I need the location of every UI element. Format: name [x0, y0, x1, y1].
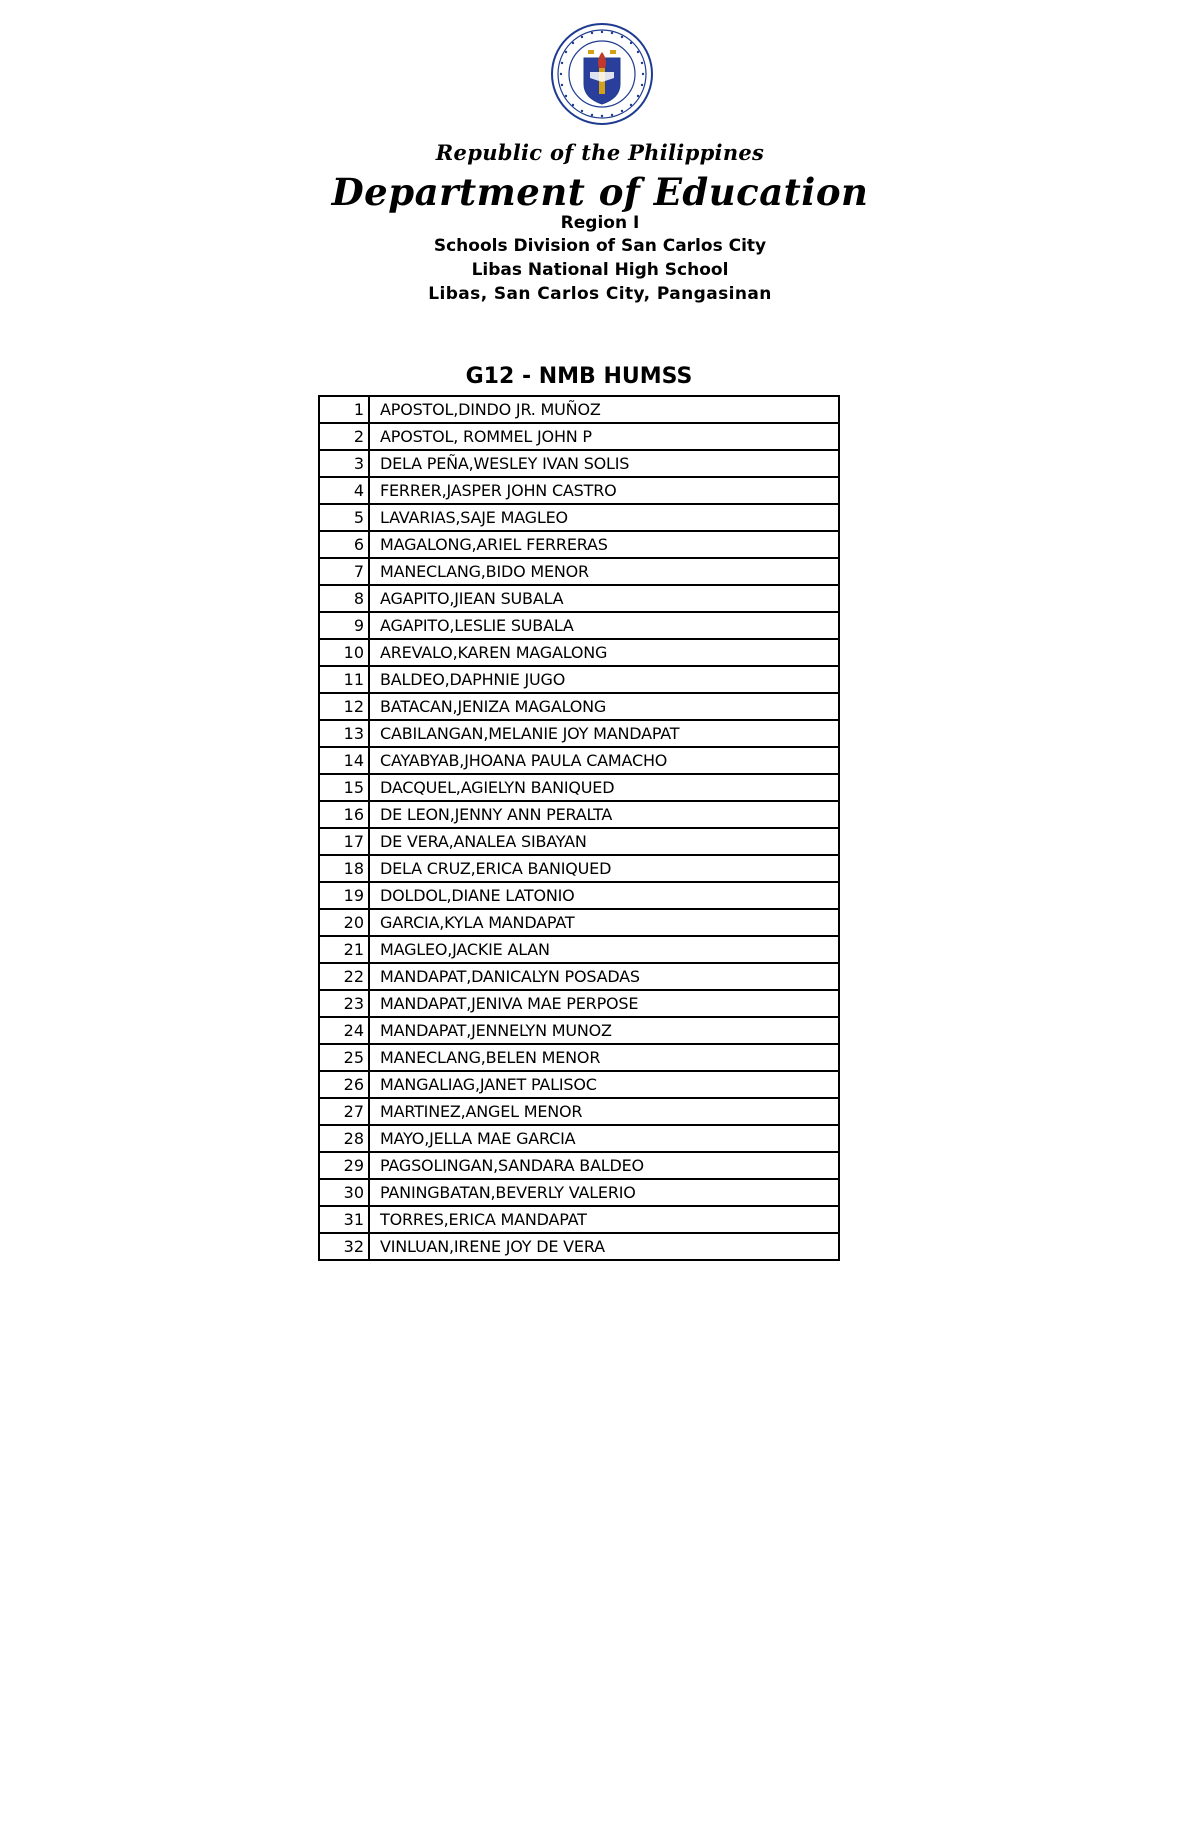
table-row [319, 558, 839, 585]
republic-heading: Republic of the Philippines [435, 140, 765, 165]
student-name: APOSTOL, ROMMEL JOHN P [369, 423, 839, 450]
table-row [319, 639, 839, 666]
row-number: 32 [319, 1233, 369, 1260]
row-number: 3 [319, 450, 369, 477]
row-number: 28 [319, 1125, 369, 1152]
table-row [319, 1125, 839, 1152]
student-name: BALDEO,DAPHNIE JUGO [369, 666, 839, 693]
table-row [319, 1179, 839, 1206]
row-number: 1 [319, 396, 369, 423]
student-name: MAGALONG,ARIEL FERRERAS [369, 531, 839, 558]
row-number: 25 [319, 1044, 369, 1071]
table-row [319, 1233, 839, 1260]
table-row [319, 585, 839, 612]
table-row [319, 612, 839, 639]
region-line: Region I [560, 213, 640, 233]
table-row [319, 882, 839, 909]
row-number: 5 [319, 504, 369, 531]
student-name: MANGALIAG,JANET PALISOC [369, 1071, 839, 1098]
table-row [319, 396, 839, 423]
table-row [319, 1152, 839, 1179]
row-number: 6 [319, 531, 369, 558]
row-number: 15 [319, 774, 369, 801]
student-name: BATACAN,JENIZA MAGALONG [369, 693, 839, 720]
table-row [319, 963, 839, 990]
table-row [319, 693, 839, 720]
row-number: 29 [319, 1152, 369, 1179]
student-name: FERRER,JASPER JOHN CASTRO [369, 477, 839, 504]
student-name: MANDAPAT,JENIVA MAE PERPOSE [369, 990, 839, 1017]
student-name: MAYO,JELLA MAE GARCIA [369, 1125, 839, 1152]
student-name: DACQUEL,AGIELYN BANIQUED [369, 774, 839, 801]
student-name: MANECLANG,BELEN MENOR [369, 1044, 839, 1071]
row-number: 31 [319, 1206, 369, 1233]
row-number: 26 [319, 1071, 369, 1098]
student-roster-table [318, 395, 840, 1261]
row-number: 20 [319, 909, 369, 936]
student-name: MANECLANG,BIDO MENOR [369, 558, 839, 585]
deped-seal-icon [550, 22, 654, 126]
section-title: G12 - NMB HUMSS [465, 364, 693, 389]
row-number: 22 [319, 963, 369, 990]
student-name: AGAPITO,LESLIE SUBALA [369, 612, 839, 639]
student-name: PAGSOLINGAN,SANDARA BALDEO [369, 1152, 839, 1179]
row-number: 24 [319, 1017, 369, 1044]
row-number: 17 [319, 828, 369, 855]
row-number: 19 [319, 882, 369, 909]
table-row [319, 990, 839, 1017]
table-row [319, 774, 839, 801]
table-row [319, 1071, 839, 1098]
table-row [319, 855, 839, 882]
student-name: CABILANGAN,MELANIE JOY MANDAPAT [369, 720, 839, 747]
row-number: 27 [319, 1098, 369, 1125]
table-row [319, 423, 839, 450]
row-number: 8 [319, 585, 369, 612]
student-name: DOLDOL,DIANE LATONIO [369, 882, 839, 909]
student-name: AGAPITO,JIEAN SUBALA [369, 585, 839, 612]
table-row [319, 1206, 839, 1233]
student-name: TORRES,ERICA MANDAPAT [369, 1206, 839, 1233]
student-name: CAYABYAB,JHOANA PAULA CAMACHO [369, 747, 839, 774]
table-row [319, 909, 839, 936]
student-name: MARTINEZ,ANGEL MENOR [369, 1098, 839, 1125]
table-row [319, 720, 839, 747]
table-row [319, 1044, 839, 1071]
row-number: 7 [319, 558, 369, 585]
table-row [319, 477, 839, 504]
student-name: DELA CRUZ,ERICA BANIQUED [369, 855, 839, 882]
row-number: 21 [319, 936, 369, 963]
student-name: MANDAPAT,DANICALYN POSADAS [369, 963, 839, 990]
student-name: VINLUAN,IRENE JOY DE VERA [369, 1233, 839, 1260]
row-number: 23 [319, 990, 369, 1017]
row-number: 30 [319, 1179, 369, 1206]
roster-body [319, 396, 839, 1260]
student-name: AREVALO,KAREN MAGALONG [369, 639, 839, 666]
school-address: Libas, San Carlos City, Pangasinan [428, 284, 772, 304]
table-row [319, 801, 839, 828]
row-number: 10 [319, 639, 369, 666]
student-name: APOSTOL,DINDO JR. MUÑOZ [369, 396, 839, 423]
table-row [319, 450, 839, 477]
row-number: 11 [319, 666, 369, 693]
student-name: DELA PEÑA,WESLEY IVAN SOLIS [369, 450, 839, 477]
row-number: 16 [319, 801, 369, 828]
student-name: MANDAPAT,JENNELYN MUNOZ [369, 1017, 839, 1044]
student-name: GARCIA,KYLA MANDAPAT [369, 909, 839, 936]
row-number: 12 [319, 693, 369, 720]
row-number: 14 [319, 747, 369, 774]
row-number: 2 [319, 423, 369, 450]
row-number: 4 [319, 477, 369, 504]
table-row [319, 1098, 839, 1125]
table-row [319, 1017, 839, 1044]
student-name: PANINGBATAN,BEVERLY VALERIO [369, 1179, 839, 1206]
table-row [319, 504, 839, 531]
school-name: Libas National High School [471, 260, 729, 280]
table-row [319, 531, 839, 558]
student-name: DE VERA,ANALEA SIBAYAN [369, 828, 839, 855]
row-number: 13 [319, 720, 369, 747]
student-name: MAGLEO,JACKIE ALAN [369, 936, 839, 963]
table-row [319, 828, 839, 855]
student-name: LAVARIAS,SAJE MAGLEO [369, 504, 839, 531]
table-row [319, 747, 839, 774]
table-row [319, 666, 839, 693]
division-line: Schools Division of San Carlos City [433, 236, 767, 256]
table-row [319, 936, 839, 963]
department-heading: Department of Education [331, 170, 869, 214]
row-number: 18 [319, 855, 369, 882]
row-number: 9 [319, 612, 369, 639]
student-name: DE LEON,JENNY ANN PERALTA [369, 801, 839, 828]
